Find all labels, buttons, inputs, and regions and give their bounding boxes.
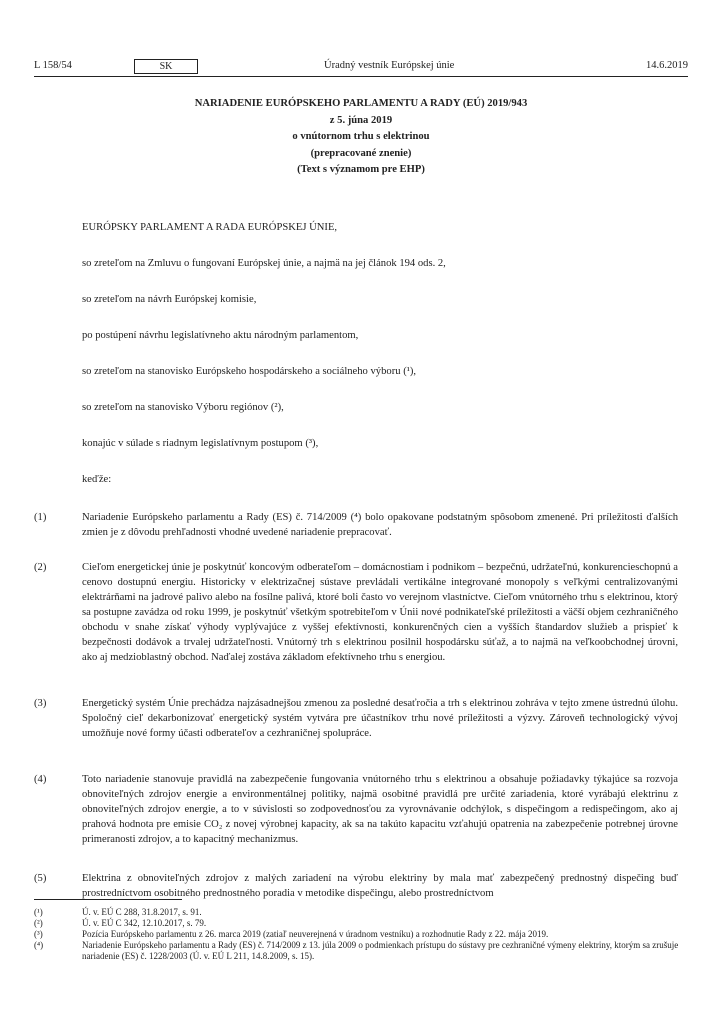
recital xyxy=(34,772,678,847)
footnote-text: Pozícia Európskeho parlamentu z 26. marca 2019 (zatiaľ neuverejnená v úradnom vestníku) a rozhodnutie Rady z 22. mája 2019. xyxy=(82,929,549,939)
recital-text: Elektrina z obnoviteľných zdrojov z malých zariadení na výrobu elektriny by mala mať zabezpečený prednostný dispečing buď prostredníctvom osobitného prednostného poradia v metodike dispečingu, alebo prostredníctvom xyxy=(82,873,678,899)
citation: so zreteľom na stanovisko Európskeho hospodárskeho a sociálneho výboru (¹), xyxy=(82,366,417,377)
recital xyxy=(34,560,678,665)
footnote-marker: (¹) xyxy=(34,907,43,917)
journal-name: Úradný vestník Európskej únie xyxy=(324,60,455,71)
recital-text: Nariadenie Európskeho parlamentu a Rady (ES) č. 714/2009 (⁴) bolo opakovane podstatným spôsobom zmenené. Pri príležitosti ďalších zmien je z dôvodu prehľadnosti vhodné uvedené nariadenie prepracovať. xyxy=(82,512,678,538)
footnote-ref: (¹) xyxy=(403,366,414,377)
language-code-box: SK xyxy=(134,59,198,74)
footnote-text: Nariadenie Európskeho parlamentu a Rady (ES) č. 714/2009 z 13. júla 2009 o podmienkach prístupu do sústavy pre cezhraničné výmeny elektriny, ktorým sa zrušuje nariadenie (ES) č. 1228/2003 (Ú. v. EÚ L 211, 14.8.2009, s. 15). xyxy=(82,940,679,961)
footnote-marker: (²) xyxy=(34,918,43,928)
recital-number: (3) xyxy=(34,698,47,709)
citation: so zreteľom na Zmluvu o fungovaní Európskej únie, a najmä na jej článok 194 ods. 2, xyxy=(82,258,446,269)
whereas-clause: keďže: xyxy=(82,474,112,485)
recital xyxy=(34,696,678,741)
footnote-marker: (⁴) xyxy=(34,940,44,950)
title-recast: (prepracované znenie) xyxy=(310,147,412,159)
footnote-ref: (²) xyxy=(270,402,282,413)
footnote-text: Ú. v. EÚ C 342, 12.10.2017, s. 79. xyxy=(82,918,207,928)
citation: po postúpení návrhu legislatívneho aktu národným parlamentom, xyxy=(82,330,359,341)
recital xyxy=(34,871,678,901)
title-eea: (Text s významom pre EHP) xyxy=(297,164,425,175)
footnote-separator xyxy=(34,899,182,900)
recital-text: Toto nariadenie stanovuje pravidlá na zabezpečenie fungovania vnútorného trhu s elektrinou a obsahuje požiadavky týkajúce sa rozvoja obnoviteľných zdrojov energie a environmentálnej politiky, najmä osobitné pravidlá pre určité zariadenia, ktoré vyrábajú elektrinu z obnoviteľných zdrojov energie, a to v súvislosti so zodpovednosťou za vyrovnávanie odchýlok, s dispečingom a redispečingom, ako aj prahová hodnota pre emisie CO₂ z novej výrobnej kapacity, ak sa na takúto kapacitu vzťahujú opatrenia na zabezpečenie potrebnej úrovne primeranosti zdrojov, a to kapacitný mechanizmus. xyxy=(82,774,678,845)
regulation-title xyxy=(34,96,688,179)
recital-number: (1) xyxy=(34,512,47,523)
recital-text: Cieľom energetickej únie je poskytnúť koncovým odberateľom – domácnostiam i podnikom – bezpečnú, udržateľnú, konkurencieschopnú a cenovo dostupnú energiu. Historicky v elektrizačnej sústave prevládali vertikálne integrované monopoly s veľkými centralizovanými elektrárňami na jadrové palivo alebo na fosílne palivá, ktoré boli často vo verejnom vlastníctve. Cieľom vnútorného trhu s elektrinou, ktorý sa postupne zavádza od roku 1999, je poskytnúť všetkým spotrebiteľom v Únii nové podnikateľské príležitosti a väčší objem cezhraničného obchodu v snahe získať výhody vyplývajúce z vyššej efektívnosti, konkurenčných cien a vyšších štandardov služieb a prispieť k bezpečnosti dodávok a trvalej udržateľnosti. Vnútorný trh s elektrinou posilnil hospodársku súťaž, a to najmä na veľkoobchodnej úrovni, ako aj medzioblastný obchod. Naďalej zostáva základom efektívneho trhu s energiou. xyxy=(82,562,678,663)
recital-text: Energetický systém Únie prechádza najzásadnejšou zmenou za posledné desaťročia a trh s elektrinou zohráva v tejto zmene ústrednú úlohu. Spoločný cieľ dekarbonizovať energetický systém vytvára pre účastníkov trhu nové príležitosti a výzvy. Zároveň technologický vývoj umožňuje nové formy účasti odberateľov a cezhraničnej spolupráce. xyxy=(82,698,678,739)
preamble-authors: EURÓPSKY PARLAMENT A RADA EURÓPSKEJ ÚNIE, xyxy=(82,222,338,233)
citation: so zreteľom na návrh Európskej komisie, xyxy=(82,294,257,305)
citation-text: so zreteľom na stanovisko Výboru regiónov xyxy=(82,402,269,413)
title-date: z 5. júna 2019 xyxy=(329,114,393,126)
citation: konajúc v súlade s riadnym legislatívnym postupom (³), xyxy=(82,438,319,449)
citation-text: konajúc v súlade s riadnym legislatívnym postupom xyxy=(82,438,303,449)
citation-text: so zreteľom na stanovisko Európskeho hospodárskeho a sociálneho výboru xyxy=(82,366,401,377)
recital-number: (2) xyxy=(34,562,47,573)
recital-number: (5) xyxy=(34,873,47,884)
header-rule xyxy=(34,76,688,77)
recital-number: (4) xyxy=(34,774,47,785)
publication-date: 14.6.2019 xyxy=(646,60,688,71)
footnote-text: Ú. v. EÚ C 288, 31.8.2017, s. 91. xyxy=(82,907,202,917)
footnote-marker: (³) xyxy=(34,929,43,939)
title-line: NARIADENIE EURÓPSKEHO PARLAMENTU A RADY (EÚ) 2019/943 xyxy=(194,98,528,109)
recital xyxy=(34,510,678,540)
footnote-ref: (³) xyxy=(305,438,316,449)
title-subject: o vnútornom trhu s elektrinou xyxy=(292,131,430,142)
citation: so zreteľom na stanovisko Výboru regiónov (²), xyxy=(82,402,284,413)
page-header xyxy=(34,60,688,74)
page-reference: L 158/54 xyxy=(34,60,72,71)
